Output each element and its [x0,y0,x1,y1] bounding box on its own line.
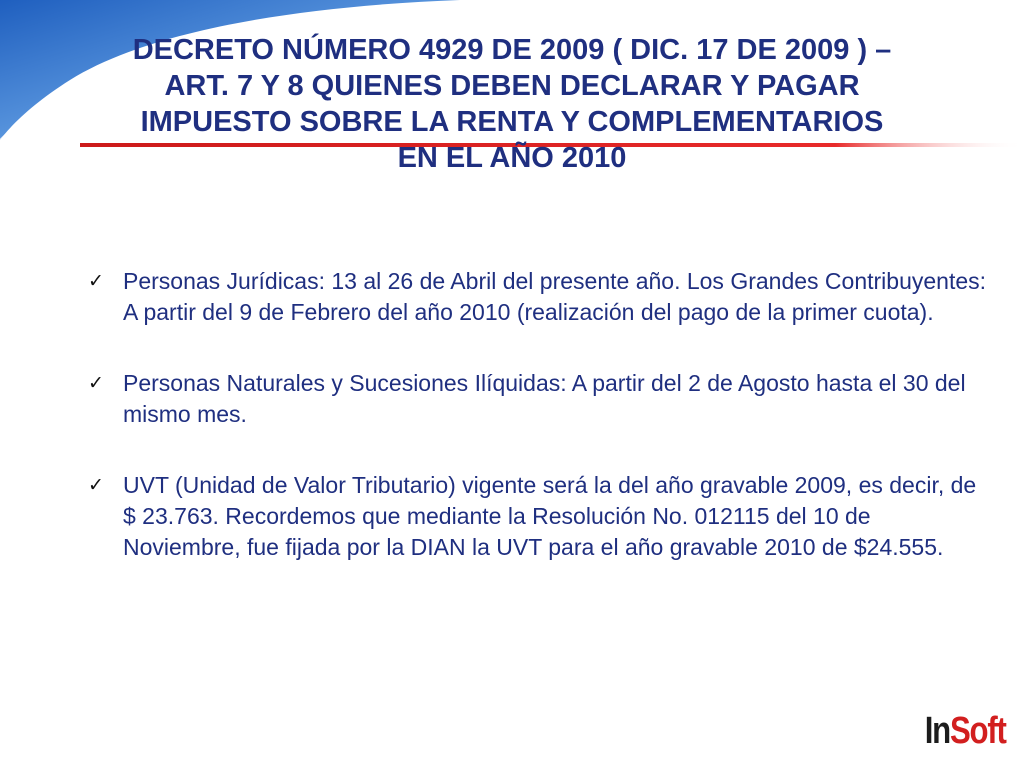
slide-title [60,32,964,176]
checkmark-icon: ✓ [88,373,104,394]
checkmark-icon: ✓ [88,271,104,292]
bullet-text: UVT (Unidad de Valor Tributario) vigente será la del año gravable 2009, es decir, de $ 23.763. Recordemos que mediante la Resolución No. 012115 del 10 de Noviembre, fue fijada por la DIAN la UVT para el año gravable 2010 de $24.555. [123,472,977,560]
bullet-item [88,470,988,563]
title-line: ART. 7 Y 8 QUIENES DEBEN DECLARAR Y PAGAR [164,70,860,102]
logo-part-in: In [925,710,951,752]
bullet-text: Personas Naturales y Sucesiones Ilíquidas: A partir del 2 de Agosto hasta el 30 del mismo mes. [123,370,966,427]
title-line: EN EL AÑO 2010 [397,142,627,174]
bullet-text: Personas Jurídicas: 13 al 26 de Abril del presente año. Los Grandes Contribuyentes: A partir del 9 de Febrero del año 2010 (realización del pago de la primer cuota). [123,268,987,325]
bullet-item [88,368,988,430]
title-line: DECRETO NÚMERO 4929 DE 2009 ( DIC. 17 DE 2009 ) – [132,34,892,66]
insoft-logo [925,710,1006,753]
title-line: IMPUESTO SOBRE LA RENTA Y COMPLEMENTARIOS [140,106,884,138]
checkmark-icon: ✓ [88,475,104,496]
bullet-list [88,266,988,563]
bullet-item [88,266,988,328]
logo-part-soft: Soft [950,710,1006,752]
